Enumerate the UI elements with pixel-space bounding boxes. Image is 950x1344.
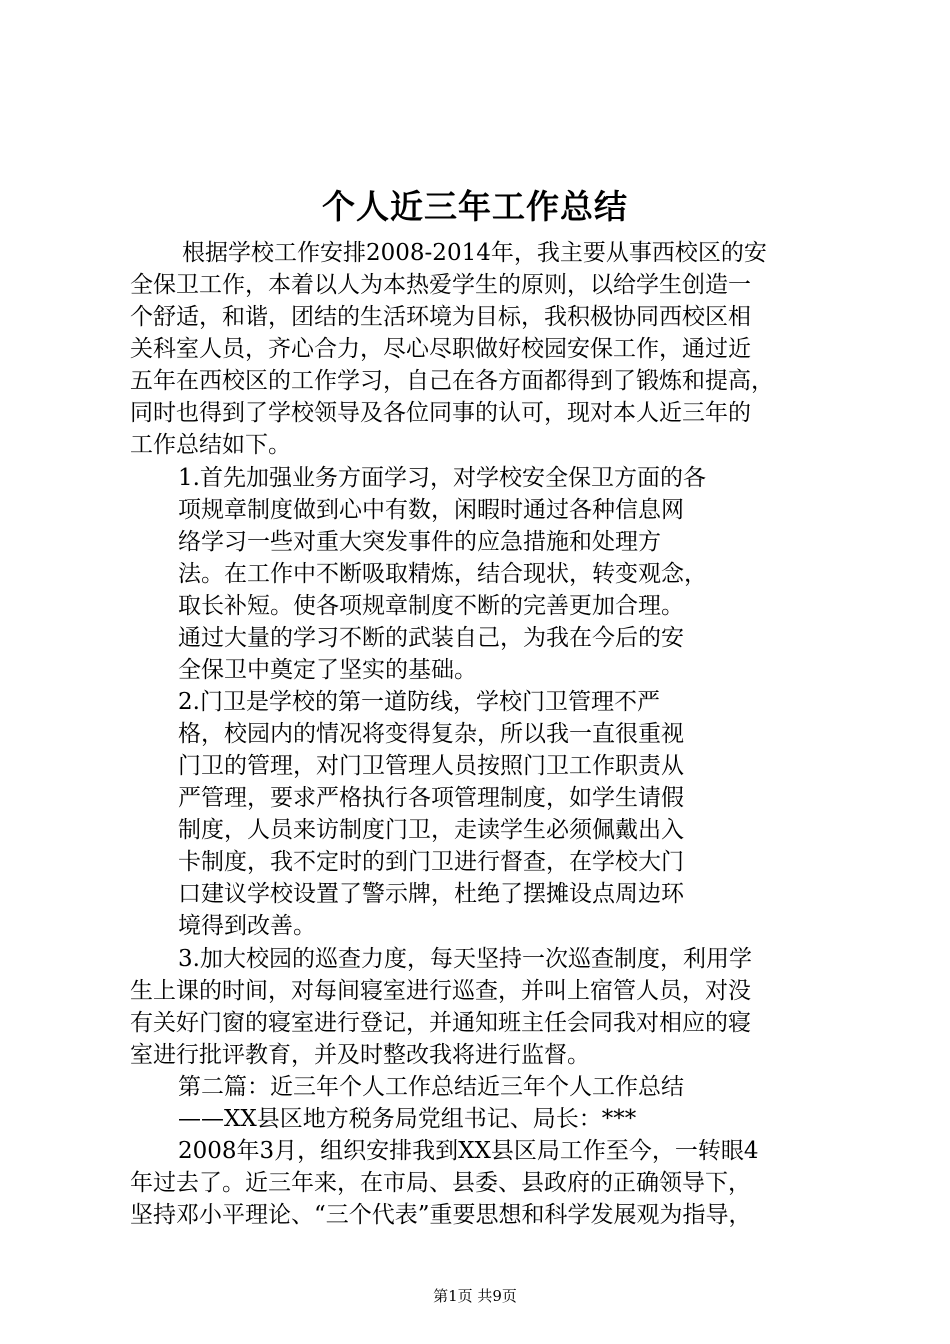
body-line: 境得到改善。 xyxy=(178,913,316,939)
body-line: 2.门卫是学校的第一道防线，学校门卫管理不严 xyxy=(178,689,660,715)
page-number-footer: 第1页 共9页 xyxy=(433,1287,517,1305)
body-line: 口建议学校设置了警示牌，杜绝了摆摊设点周边环 xyxy=(178,881,684,907)
body-line: 年过去了。近三年来，在市局、县委、县政府的正确领导下， xyxy=(130,1170,751,1196)
body-line: 个舒适，和谐，团结的生活环境为目标，我积极协同西校区相 xyxy=(130,304,751,330)
body-line: 卡制度，我不定时的到门卫进行督查，在学校大门 xyxy=(178,849,684,875)
body-line: 3.加大校园的巡查力度，每天坚持一次巡查制度，利用学 xyxy=(178,946,752,972)
author-line: ——XX县区地方税务局党组书记、局长：*** xyxy=(178,1106,637,1132)
section-heading: 第二篇：近三年个人工作总结近三年个人工作总结 xyxy=(178,1074,684,1100)
body-line: 根据学校工作安排2008-2014年，我主要从事西校区的安 xyxy=(182,240,767,266)
body-line: 五年在西校区的工作学习，自己在各方面都得到了锻炼和提高， xyxy=(130,368,774,394)
body-line: 取长补短。使各项规章制度不断的完善更加合理。 xyxy=(178,593,684,619)
body-line: 有关好门窗的寝室进行登记，并通知班主任会同我对相应的寝 xyxy=(130,1010,751,1036)
body-line: 坚持邓小平理论、“三个代表”重要思想和科学发展观为指导， xyxy=(130,1202,752,1228)
body-line: 法。在工作中不断吸取精炼，结合现状，转变观念， xyxy=(178,561,707,587)
body-line: 络学习一些对重大突发事件的应急措施和处理方 xyxy=(178,529,661,555)
body-line: 同时也得到了学校领导及各位同事的认可，现对本人近三年的 xyxy=(130,400,751,426)
body-line: 1.首先加强业务方面学习，对学校安全保卫方面的各 xyxy=(178,465,706,491)
body-line: 门卫的管理，对门卫管理人员按照门卫工作职责从 xyxy=(178,753,684,779)
document-title: 个人近三年工作总结 xyxy=(322,187,628,226)
body-line: 生上课的时间，对每间寝室进行巡查，并叫上宿管人员，对没 xyxy=(130,978,751,1004)
body-line: 严管理，要求严格执行各项管理制度，如学生请假 xyxy=(178,785,684,811)
body-line: 工作总结如下。 xyxy=(130,432,291,458)
body-line: 格，校园内的情况将变得复杂，所以我一直很重视 xyxy=(178,721,684,747)
body-line: 全保卫中奠定了坚实的基础。 xyxy=(178,657,477,683)
body-line: 项规章制度做到心中有数，闲暇时通过各种信息网 xyxy=(178,497,684,523)
body-line: 室进行批评教育，并及时整改我将进行监督。 xyxy=(130,1042,590,1068)
body-line: 2008年3月，组织安排我到XX县区局工作至今，一转眼4 xyxy=(178,1138,759,1164)
body-line: 关科室人员，齐心合力，尽心尽职做好校园安保工作，通过近 xyxy=(130,336,751,362)
body-line: 全保卫工作，本着以人为本热爱学生的原则，以给学生创造一 xyxy=(130,272,751,298)
body-line: 通过大量的学习不断的武装自己，为我在今后的安 xyxy=(178,625,684,651)
body-line: 制度，人员来访制度门卫，走读学生必须佩戴出入 xyxy=(178,817,684,843)
